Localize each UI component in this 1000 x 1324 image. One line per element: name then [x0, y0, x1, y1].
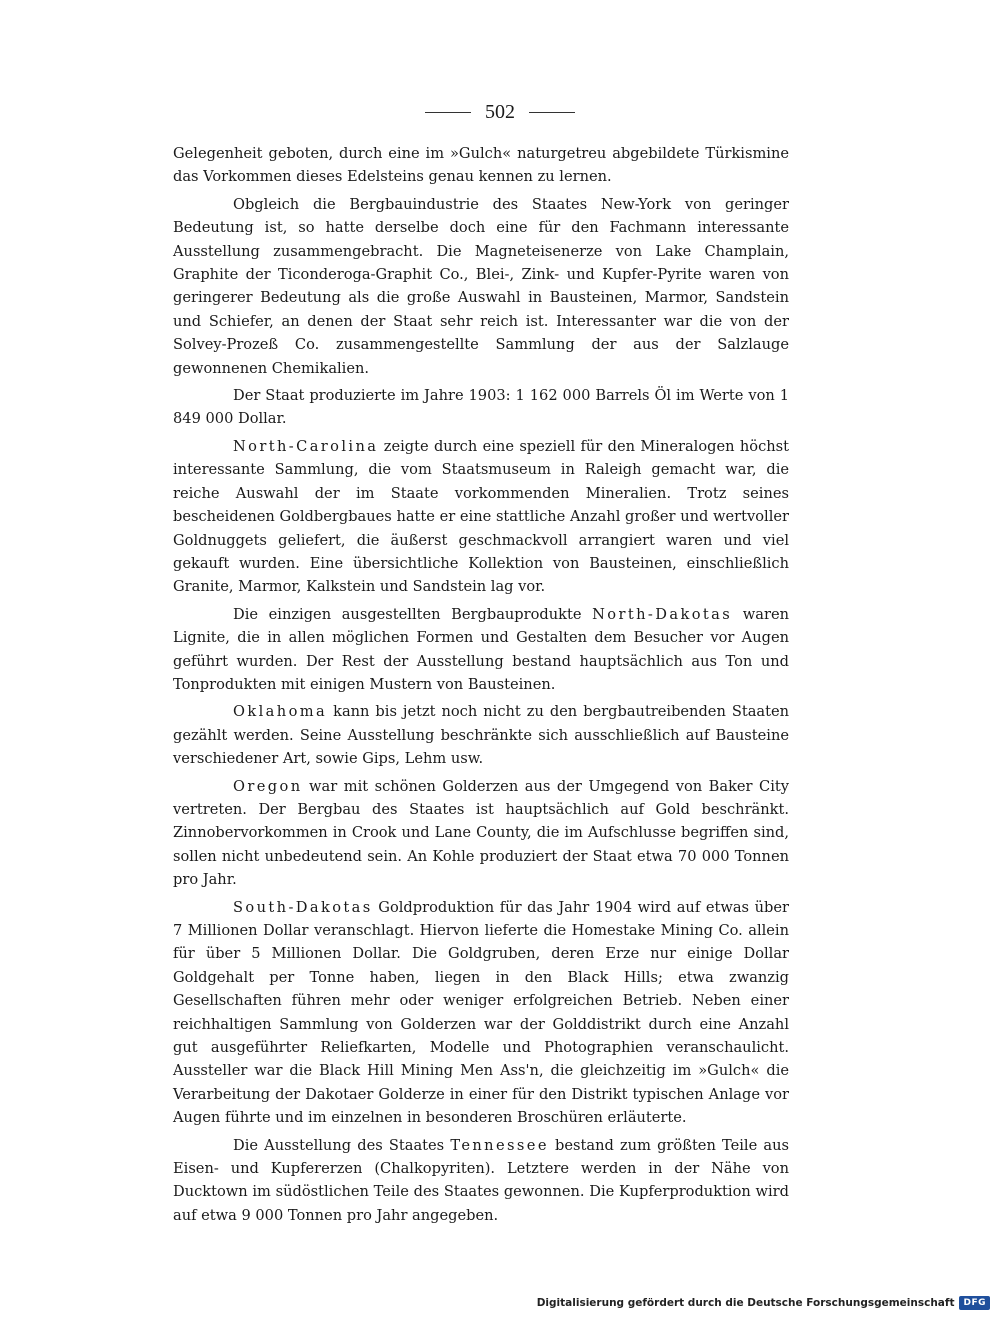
paragraph-oklahoma-text: kann bis jetzt noch nicht zu den bergbautreibenden Staaten gezählt werden. Seine Ausstellung beschränkte sich ausschließlich auf Bausteine verschiedener Art, sowie Gips, Lehm usw.: [173, 703, 789, 768]
header-dash-left: [425, 112, 471, 113]
paragraph-north-dakota: [173, 603, 789, 697]
paragraph-south-dakota: [173, 896, 789, 1130]
paragraph-oklahoma: [173, 700, 789, 770]
paragraph-oregon-text: war mit schönen Golderzen aus der Umgegend von Baker City vertreten. Der Bergbau des Staates ist hauptsächlich auf Gold beschränkt. Zinnobervorkommen in Crook und Lane County, die im Aufschlusse begriffen sind, sollen nicht unbedeutend sein. An Kohle produziert der Staat etwa 70 000 Tonnen pro Jahr.: [173, 777, 789, 889]
text-body: [173, 142, 789, 1231]
state-name-north-carolina: North-Carolina: [233, 437, 379, 455]
state-name-north-dakota: North-Dakotas: [592, 605, 733, 623]
state-name-south-dakota: South-Dakotas: [233, 898, 373, 916]
paragraph-new-york: Obgleich die Bergbauindustrie des Staates New-York von geringer Bedeutung ist, so hatte derselbe doch eine für den Fachmann interessante Ausstellung zusammengebracht. Die Magneteisenerze von Lake Champlain, Graphite der Ticonderoga-Graphit Co., Blei-, Zink- und Kupfer-Pyrite waren von geringerer Bedeutung als die große Auswahl in Bausteinen, Marmor, Sandstein und Schiefer, an denen der Staat sehr reich ist. Interessanter war die von der Solvey-Prozeß Co. zusammengestellte Sammlung der aus der Salzlauge gewonnenen Chemikalien.: [173, 195, 789, 377]
paragraph-south-dakota-text: Goldproduktion für das Jahr 1904 wird auf etwas über 7 Millionen Dollar veranschlagt. Hiervon lieferte die Homestake Mining Co. allein für über 5 Millionen Dollar. Die Goldgruben, deren Erze nur einige Dollar Goldgehalt per Tonne haben, liegen in den Black Hills; etwa zwanzig Gesellschaften führen mehr oder weniger erfolgreichen Betrieb. Neben einer reichhaltigen Sammlung von Golderzen war der Golddistrikt durch eine Anzahl gut ausgeführter Reliefkarten, Modelle und Photographien veranschaulicht. Aussteller war die Black Hill Mining Men Ass'n, die gleichzeitig im »Gulch« die Verarbeitung der Dakotaer Golderze in einer für den Distrikt typischen Anlage vor Augen führte und im einzelnen in besonderen Broschüren erläuterte.: [173, 898, 789, 1127]
state-name-oklahoma: Oklahoma: [233, 703, 328, 721]
paragraph-gulch: Gelegenheit geboten, durch eine im »Gulch« naturgetreu abgebildete Türkismine das Vorkommen dieses Edelsteins genau kennen zu lernen.: [173, 145, 789, 186]
page-header: [0, 100, 1000, 124]
paragraph-north-carolina-text: zeigte durch eine speziell für den Mineralogen höchst interessante Sammlung, die vom Staatsmuseum in Raleigh gemacht war, die reiche Auswahl der im Staate vorkommenden Mineralien. Trotz seines bescheidenen Goldbergbaues hatte er eine stattliche Anzahl großer und wertvoller Goldnuggets geliefert, die äußerst geschmackvoll arrangiert waren und viel gekauft wurden. Eine übersichtliche Kollektion von Bausteinen, einschließlich Granite, Marmor, Kalkstein und Sandstein lag vor.: [173, 437, 789, 596]
paragraph-north-dakota-intro: Die einzigen ausgestellten Bergbauprodukte: [233, 605, 593, 623]
state-name-oregon: Oregon: [233, 777, 303, 795]
header-dash-right: [529, 112, 575, 113]
footer-credit-text: Digitalisierung gefördert durch die Deutsche Forschungsgemeinschaft: [536, 1297, 955, 1309]
footer-credit: [537, 1296, 990, 1310]
paragraph-oregon: [173, 775, 789, 892]
state-name-tennessee: Tennessee: [450, 1136, 549, 1154]
dfg-logo-icon: DFG: [959, 1296, 990, 1310]
paragraph-tennessee-intro: Die Ausstellung des Staates: [233, 1136, 451, 1154]
paragraph-north-dakota-text: waren Lignite, die in allen möglichen Formen und Gestalten dem Besucher vor Augen geführt wurden. Der Rest der Ausstellung bestand hauptsächlich aus Ton und Tonprodukten mit einigen Mustern von Bausteinen.: [173, 605, 790, 693]
paragraph-new-york-production: Der Staat produzierte im Jahre 1903: 1 162 000 Barrels Öl im Werte von 1 849 000 Dollar.: [173, 387, 789, 428]
paragraph-tennessee: [173, 1134, 789, 1228]
page-number: 502: [485, 100, 515, 123]
paragraph-north-carolina: [173, 435, 789, 599]
paragraph-tennessee-text: bestand zum größten Teile aus Eisen- und Kupfererzen (Chalkopyriten). Letztere werden in der Nähe von Ducktown im südöstlichen Teile des Staates gewonnen. Die Kupferproduktion wird auf etwa 9 000 Tonnen pro Jahr angegeben.: [173, 1136, 789, 1224]
